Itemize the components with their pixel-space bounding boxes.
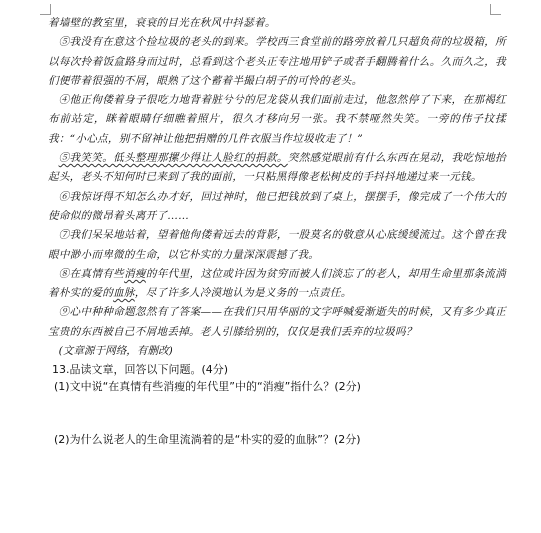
passage-paragraph-5: ⑤我没有在意这个捡垃圾的老头的到来。学校西三食堂前的路旁放着几只超负荷的垃圾箱，所以每次拎着饭盒路身而过时，总看到这个老头正专注地用铲子或者手翻腾着什么。久而久之，我们便带着很强的不屑，眼熟了这个蓄着半撮白胡子的可怜的老头。 xyxy=(48,36,506,87)
paragraph-7-rest: 突然感觉眼前有什么东西在晃动，我吃惊地抬起头，老头不知何时已来到了我的面前，一只粘黑得像老松树皮的手抖抖地递过来一元钱。 xyxy=(48,152,507,184)
passage-paragraph-10 xyxy=(48,265,506,304)
paragraph-10-part-e: ，尽了许多人冷漠地认为是义务的一点责任。 xyxy=(134,287,352,300)
underlined-word-xuemai: 血脉 xyxy=(113,287,135,300)
passage-paragraph-11: ⑨心中种种命题忽然有了答案——在我们只用华丽的文字呼喊爱渐逝失的时候，又有多少真正宝贵的东西被自己不屑地丢掉。老人引膝给别的，仅仅是我们丢弃的垃圾吗？ xyxy=(48,306,506,338)
question-header: 13.品读文章，回答以下问题。(4分) xyxy=(52,363,229,377)
paragraph-10-part-a: ⑧在真情有些 xyxy=(58,267,125,280)
passage-paragraph-6: ④他正佝偻着身子很吃力地背着脏兮兮的尼龙袋从我们面前走过，他忽然停了下来，在那褐红布前站定，眯着眼睛仔细瞧着照片，很久才移向另一张。我不禁哑然失笑。一旁的伟子抆揉我：“小心点，别不留神让他把捐赠的几件衣服当作垃圾收走了！” xyxy=(48,94,506,145)
passage-paragraph-9: ⑦我们呆呆地站着，望着他佝偻着远去的背影，一股莫名的敬意从心底缓缓流过。这个曾在我眼中渺小而卑微的生命，以它朴实的力量深深震撼了我。 xyxy=(48,229,506,261)
source-note: (文章源于网络，有删改) xyxy=(58,345,173,358)
paragraph-10-part-c: 的年代里，这位或许因为贫穷而被人们淡忘了的老人，却用生命里那条流淌着朴实的爱的 xyxy=(48,267,506,300)
reading-passage xyxy=(48,14,506,448)
underlined-word-xiaoshou: 消瘦 xyxy=(124,267,146,280)
question-2: (2)为什么说老人的生命里流淌着的是“朴实的爱的血脉”？(2分) xyxy=(54,433,361,447)
question-1: (1)文中说“在真情有些消瘦的年代里”中的“消瘦”指什么？(2分) xyxy=(54,380,361,394)
passage-paragraph-7 xyxy=(48,149,506,188)
wavy-underlined-sentence: ⑤我笑笑。低头整理那摞少得让人脸红的捐款。 xyxy=(58,152,288,165)
passage-paragraph-continued: 着墙壁的教室里，衰衰的目光在秋风中抖瑟着。 xyxy=(48,17,276,29)
passage-paragraph-8: ⑥我惊讶得不知怎么办才好，回过神时，他已把钱放到了桌上，摆摆手，像完成了一个伟大的使命似的微昂着头离开了…… xyxy=(48,190,506,222)
